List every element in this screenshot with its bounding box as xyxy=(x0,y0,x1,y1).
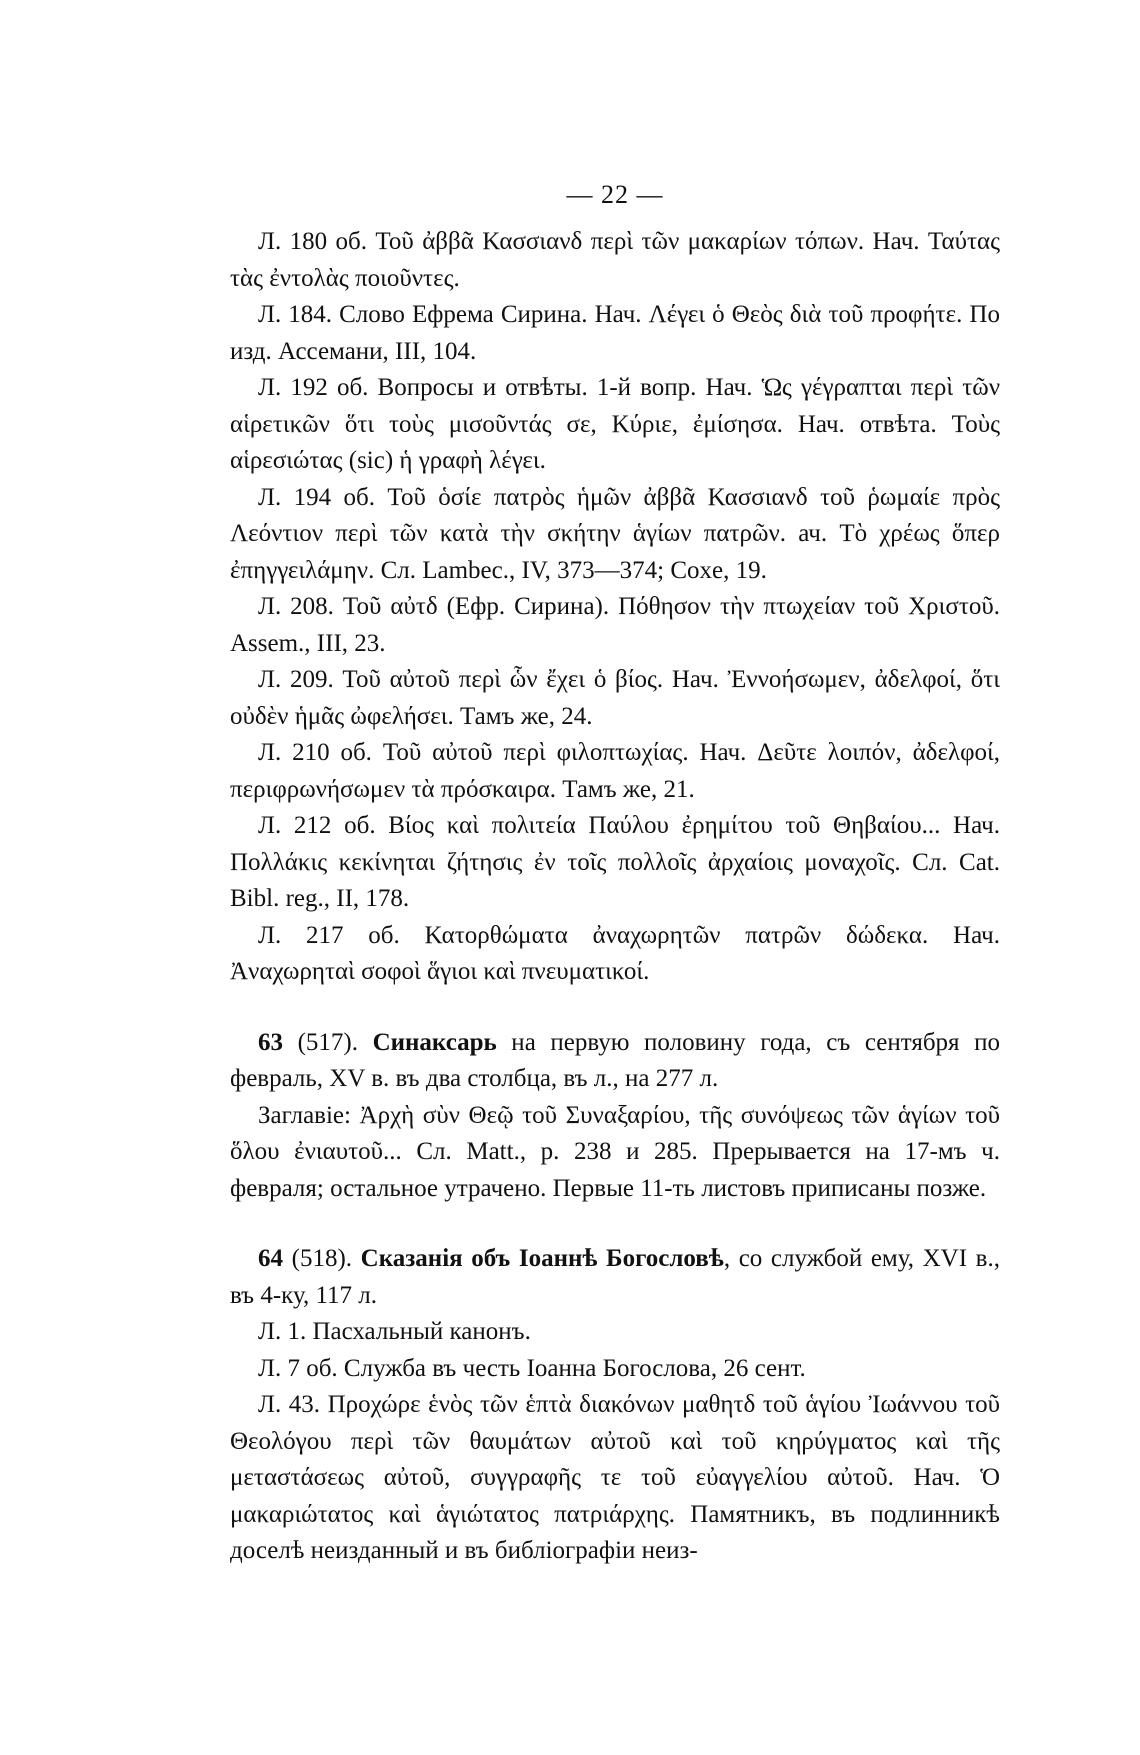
entry-folio-194: Л. 194 об. Τοῦ ὁσίε πατρὸς ἡμῶν ἀββᾶ Κασσιανδ τοῦ ῥωμαίε πρὸς Λεόντιον περὶ τῶν κατὰ τὴν σκήτην ἁγίων πατρῶν. ач. Τὸ χρέως ὅπερ ἐπηγγειλάμην. Сл. Lambec., IV, 373—374; Coxe, 19. xyxy=(230,483,1000,584)
entry-folio-210: Л. 210 об. Τοῦ αὐτοῦ περὶ φιλοπτωχίας. Нач. Δεῦτε λοιπόν, ἀδελφοί, περιφρωνήσωμεν τὰ πρόσκαιρα. Тамъ же, 21. xyxy=(230,739,1000,803)
document-page xyxy=(230,180,1000,1570)
item-63-title-note: Заглавіе: Ἀρχὴ σὺν Θεῷ τοῦ Συναξαρίου, τῆς συνόψεως τῶν ἁγίων τοῦ ὅλου ἐνιαυτοῦ... Сл. Matt., p. 238 и 285. Прерывается на 17-мъ ч. февраля; остальное утрачено. Первые 11-ть листовъ приписаны позже. xyxy=(230,1101,1000,1202)
entry-folio-208: Л. 208. Τοῦ αὐτδ (Ефр. Сирина). Πόθησον τὴν πτωχείαν τοῦ Χριστοῦ. Assem., III, 23. xyxy=(230,593,1000,657)
item-64-description: , со службой ему, XVI в., въ 4-ку, 117 л. xyxy=(230,1245,1000,1309)
page-number: — 22 — xyxy=(566,180,664,209)
item-63-description: на первую половину года, съ сентября по февраль, XV в. въ два столбца, въ л., на 277 л. xyxy=(230,1028,1001,1092)
entry-folio-217: Л. 217 об. Κατορθώματα ἀναχωρητῶν πατρῶν δώδεκα. Нач. Ἀναχωρηταὶ σοφοὶ ἅγιοι καὶ πνευματικοί. xyxy=(230,921,1000,985)
entry-folio-209: Л. 209. Τοῦ αὐτοῦ περὶ ὧν ἔχει ὁ βίος. Нач. Ἐννοήσωμεν, ἀδελφοί, ὅτι οὐδὲν ἡμᾶς ὠφελήσει. Тамъ же, 24. xyxy=(230,666,1000,730)
entry-folio-192: Л. 192 об. Вопросы и отвѣты. 1-й вопр. Нач. Ὡς γέγραπται περὶ τῶν αἱρετικῶν ὅτι τοὺς μισοῦντάς σε, Κύριε, ἐμίσησα. Нач. отвѣта. Τοὺς αἱρεσιώτας (sic) ἡ γραφὴ λέγει. xyxy=(230,374,1000,474)
item-64-folio-1: Л. 1. Пасхальный канонъ. xyxy=(258,1318,531,1345)
item-64-folio-7: Л. 7 об. Служба въ честь Іоанна Богослова, 26 сент. xyxy=(258,1354,806,1382)
entry-folio-184: Л. 184. Слово Ефрема Сирина. Нач. Λέγει ὁ Θεὸς διὰ τοῦ προφήτε. По изд. Ассемани, III, 104. xyxy=(230,301,1000,365)
item-64-shelfmark: (518). xyxy=(283,1245,361,1272)
section-gap xyxy=(230,991,1000,1025)
item-64-number: 64 xyxy=(258,1245,283,1272)
item-64-folio-43: Л. 43. Προχώρε ἑνὸς τῶν ἑπτὰ διακόνων μαθητδ τοῦ ἁγίου Ἰωάννου τοῦ Θεολόγου περὶ τῶν θαυμάτων αὐτοῦ καὶ τοῦ κηρύγματος καὶ τῆς μεταστάσεως αὐτοῦ, συγγραφῆς τε τοῦ εὐαγγελίου αὐτοῦ. Нач. Ὁ μακαριώτατος καὶ ἁγιώτατος πατριάρχης. Памятникъ, въ подлинникѣ доселѣ неизданный и въ библіографіи неиз- xyxy=(230,1391,1000,1564)
item-64-heading xyxy=(230,1241,1000,1314)
entry-folio-180: Л. 180 об. Τοῦ ἀββᾶ Κασσιανδ περὶ τῶν μακαρίων τόπων. Нач. Ταύτας τὰς ἐντολὰς ποιοῦντες. xyxy=(230,228,1000,292)
item-64-title: Сказанія объ Іоаннѣ Богословѣ xyxy=(360,1245,724,1272)
item-63-title: Синаксарь xyxy=(372,1028,497,1056)
item-63-number: 63 xyxy=(258,1028,283,1056)
entry-folio-212: Л. 212 об. Βίος καὶ πολιτεία Παύλου ἐρημίτου τοῦ Θηβαίου... Нач. Πολλάκις κεκίνηται ζήτησις ἐν τοῖς πολλοῖς ἀρχαίοις μοναχοῖς. Сл. Cat. Bibl. reg., II, 178. xyxy=(230,812,1000,912)
item-63-heading xyxy=(230,1025,1000,1098)
section-gap xyxy=(230,1207,1000,1241)
item-63-shelfmark: (517). xyxy=(283,1028,373,1056)
